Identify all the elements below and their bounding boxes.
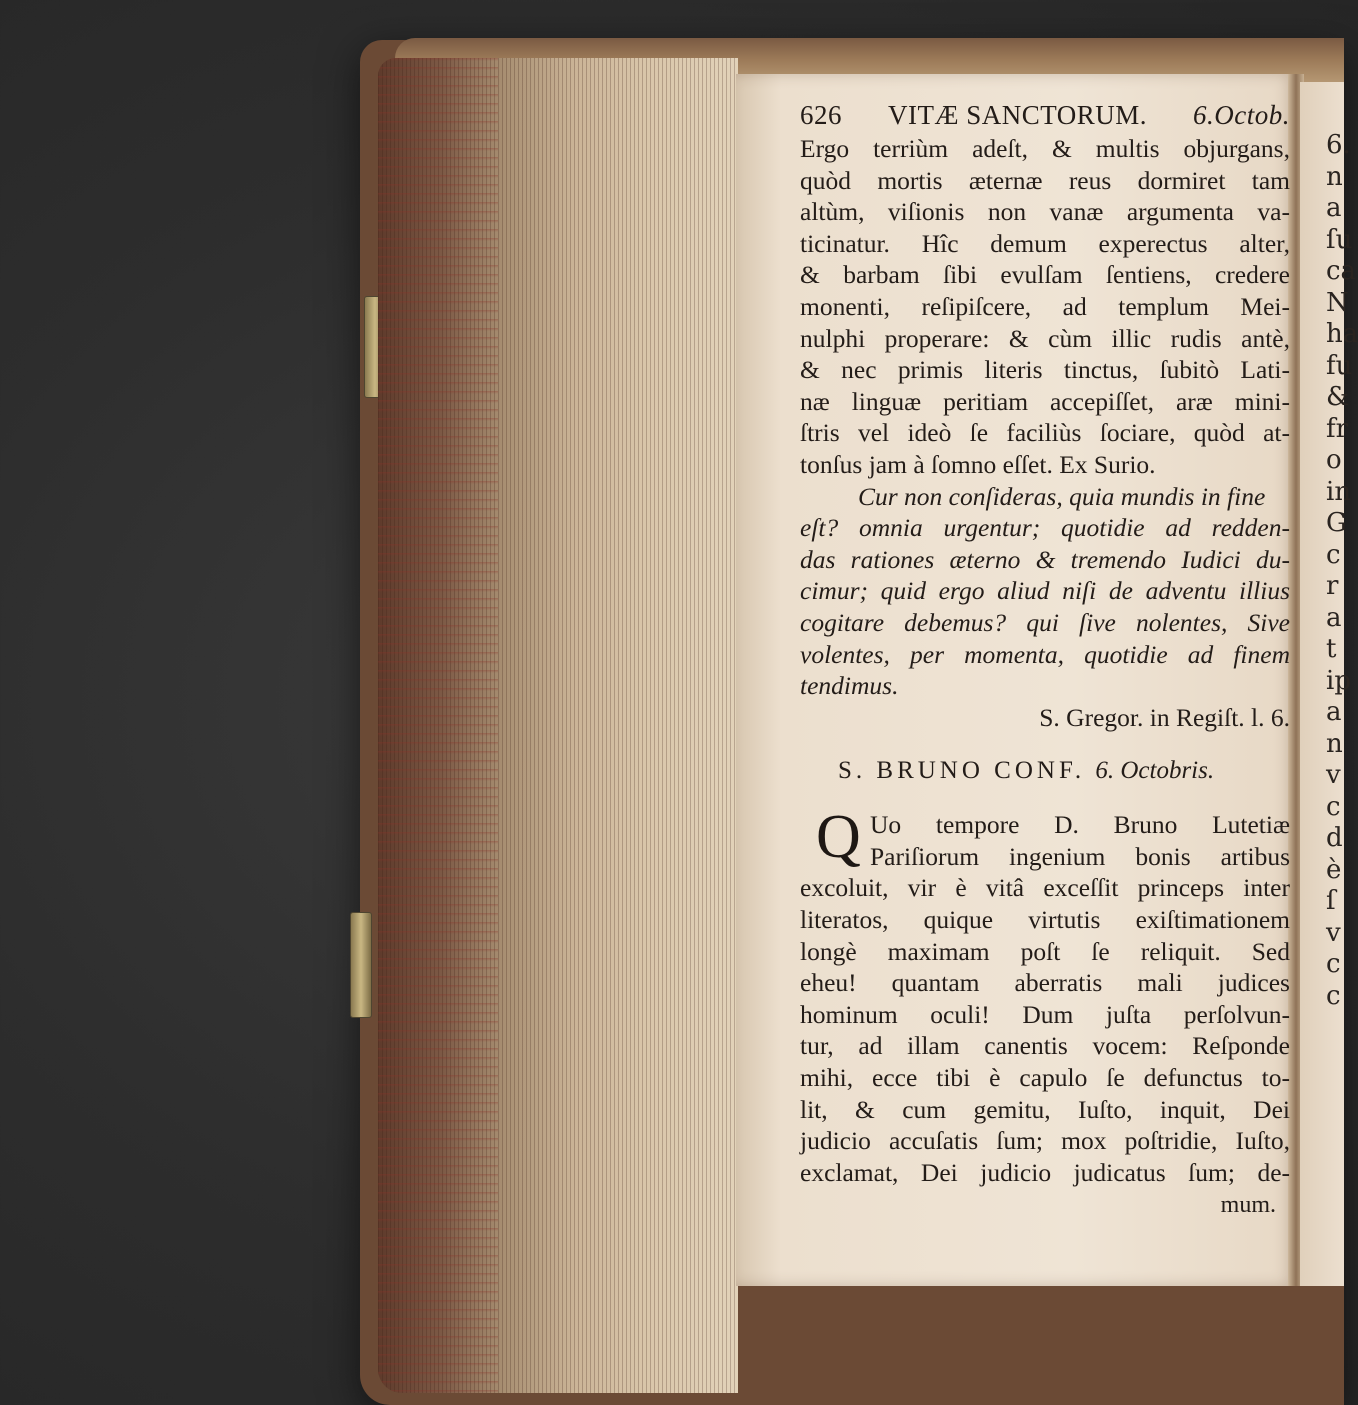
- next-page-text: ca: [1326, 256, 1357, 286]
- text-line: exclamat, Dei judicio judicatus ſum; de-: [800, 1157, 1290, 1187]
- page-number: 626: [800, 100, 842, 130]
- text-line: hominum oculi! Dum juſta perſolvun-: [800, 999, 1290, 1029]
- quote-block: [800, 481, 1290, 702]
- next-page-text: N: [1326, 287, 1349, 318]
- text-line: Uo tempore D. Bruno Lutetiæ: [870, 810, 1290, 840]
- next-page-text: v: [1326, 760, 1341, 790]
- text-line: longè maximam poſt ſe reliquit. Sed: [800, 936, 1290, 966]
- next-page-text: fr: [1326, 413, 1349, 444]
- next-page-fragment: [1300, 82, 1358, 1286]
- text-line: Pariſiorum ingenium bonis artibus: [870, 841, 1290, 871]
- next-page-text: v: [1326, 917, 1341, 948]
- text-line: literatos, quique virtutis exiſtimationem: [800, 905, 1290, 935]
- running-date: 6.Octob.: [1193, 100, 1290, 130]
- running-head: [800, 100, 1290, 131]
- drop-cap: Q: [816, 803, 861, 872]
- quote-line: volentes, per momenta, quotidie ad finem: [800, 639, 1290, 669]
- next-page-text: G: [1326, 508, 1347, 538]
- next-page-text: c: [1326, 949, 1341, 979]
- next-page-text: è: [1326, 854, 1342, 885]
- lower-clasp: [350, 912, 372, 1018]
- next-page-text: o: [1326, 445, 1342, 475]
- next-page-text: c: [1326, 539, 1341, 570]
- page-text: [800, 100, 1290, 1219]
- text-line: eheu! quantam aberratis mali judices: [800, 968, 1290, 998]
- text-line: ticinatur. Hîc demum experectus alter,: [800, 228, 1290, 258]
- next-page-text: d: [1326, 823, 1343, 853]
- quote-line: cimur; quid ergo aliud niſi de adventu illius: [800, 576, 1290, 606]
- next-page-text: ha: [1326, 319, 1358, 349]
- text-line: Ergo terriùm adeſt, & multis objurgans,: [800, 134, 1290, 163]
- next-page-text: a: [1326, 602, 1342, 633]
- next-page-text: c: [1326, 791, 1341, 822]
- next-page-text: ſu: [1326, 224, 1353, 255]
- section-title: S. BRUNO CONF.: [838, 757, 1086, 785]
- next-page-text: ſ: [1326, 886, 1336, 916]
- text-line: tur, ad illam canentis vocem: Reſponde: [800, 1031, 1290, 1061]
- paragraph-1: [800, 133, 1290, 481]
- page-edges: [378, 58, 738, 1393]
- text-line: & barbam ſibi evulſam ſentiens, credere: [800, 260, 1290, 290]
- text-line: altùm, viſionis non vanæ argumenta va-: [800, 197, 1290, 227]
- next-page-text: 6.: [1326, 130, 1351, 160]
- section-date: 6. Octobris.: [1095, 757, 1215, 785]
- next-page-text: r: [1326, 571, 1339, 601]
- quote-source: S. Gregor. in Regiſt. l. 6.: [1039, 702, 1290, 732]
- quote-line: eſt? omnia urgentur; quotidie ad redden-: [800, 513, 1290, 543]
- text-line: lit, & cum gemitu, Iuſto, inquit, Dei: [800, 1094, 1290, 1124]
- catchword: mum.: [1220, 1192, 1276, 1219]
- text-line: tonſus jam à ſomno eſſet. Ex Surio.: [800, 449, 1156, 479]
- text-line: ſtris vel ideò ſe faciliùs ſociare, quòd at-: [800, 418, 1290, 448]
- running-title: VITÆ SANCTORUM.: [887, 100, 1148, 130]
- section-heading: [838, 757, 1290, 785]
- next-page-text: n: [1326, 161, 1343, 192]
- text-line: quòd mortis æternæ reus dormiret tam: [800, 165, 1290, 195]
- text-line: & nec primis literis tinctus, ſubitò Lati-: [800, 355, 1290, 385]
- text-line: monenti, reſipiſcere, ad templum Mei-: [800, 291, 1290, 321]
- next-page-text: fu: [1326, 350, 1353, 381]
- paragraph-2: [800, 803, 1290, 1188]
- quote-line: Cur non conſideras, quia mundis in fine: [858, 481, 1266, 511]
- quote-line: cogitare debemus? qui ſive nolentes, Sive: [800, 607, 1290, 637]
- next-page-text: t: [1326, 634, 1337, 664]
- quote-line: das rationes æterno & tremendo Iudici du-: [800, 544, 1290, 574]
- next-page-text: in: [1326, 476, 1352, 507]
- text-line: nulphi properare: & cùm illic rudis antè,: [800, 323, 1290, 353]
- next-page-text: a: [1326, 697, 1342, 727]
- quote-line: tendimus.: [800, 671, 899, 701]
- next-page-text: n: [1326, 728, 1343, 759]
- next-page-text: &: [1326, 382, 1350, 412]
- text-line: judicio accuſatis ſum; mox poſtridie, Iuſto,: [800, 1126, 1290, 1156]
- text-line: excoluit, vir è vitâ exceſſit princeps inter: [800, 873, 1290, 903]
- text-line: mihi, ecce tibi è capulo ſe defunctus to-: [800, 1063, 1290, 1093]
- next-page-text: a: [1326, 193, 1342, 223]
- next-page-text: c: [1326, 980, 1341, 1011]
- text-line: næ linguæ peritiam accepiſſet, aræ mini-: [800, 386, 1290, 416]
- next-page-text: ip: [1326, 665, 1351, 696]
